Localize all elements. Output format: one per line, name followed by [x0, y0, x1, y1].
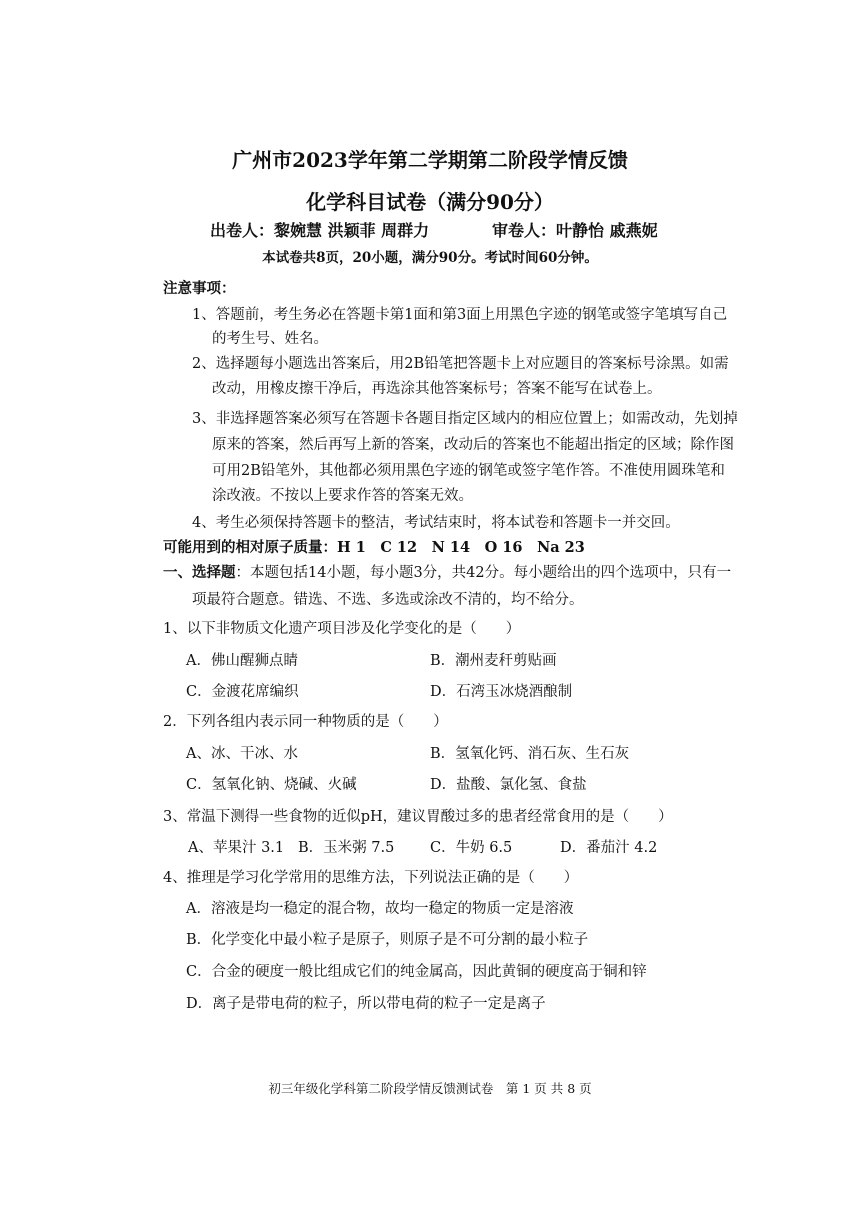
exam-info: 本试卷共8页，20小题，满分90分。考试时间60分钟。	[262, 250, 598, 266]
question-3-stem: 3、常温下测得一些食物的近似pH，建议胃酸过多的患者经常食用的是（ ）	[163, 809, 673, 825]
notice-item-1-line-2: 的考生号、姓名。	[212, 331, 328, 347]
section-intro-line-1	[163, 561, 731, 582]
atomic-mass-line: 可能用到的相对原子质量：H 1 C 12 N 14 O 16 Na 23	[163, 539, 585, 556]
question-3-option-a: A、苹果汁 3.1	[188, 840, 285, 856]
notice-item-1-line-1: 1、答题前，考生务必在答题卡第1面和第3面上用黑色字迹的钢笔或签字笔填写自己	[192, 307, 728, 323]
notice-item-3-line-2: 原来的答案，然后再写上新的答案，改动后的答案也不能超出指定的区域；除作图	[212, 437, 734, 453]
question-2-option-c: C．氢氧化钠、烧碱、火碱	[186, 777, 357, 793]
question-1-option-b: B．潮州麦秆剪贴画	[430, 653, 557, 669]
page-footer: 初三年级化学科第二阶段学情反馈测试卷 第 1 页 共 8 页	[268, 1081, 592, 1096]
question-1-option-a: A．佛山醒狮点睛	[186, 653, 298, 669]
notice-item-2-line-1: 2、选择题每小题选出答案后，用2B铅笔把答题卡上对应题目的答案标号涂黑。如需	[192, 356, 729, 372]
question-4-stem: 4、推理是学习化学常用的思维方法，下列说法正确的是（ ）	[163, 870, 579, 886]
question-2-stem: 2．下列各组内表示同一种物质的是（ ）	[163, 714, 448, 730]
question-4-option-b: B．化学变化中最小粒子是原子，则原子是不可分割的最小粒子	[186, 932, 589, 948]
notice-item-4-line-1: 4、考生必须保持答题卡的整洁，考试结束时，将本试卷和答题卡一并交回。	[192, 515, 680, 531]
question-4-option-d: D．离子是带电荷的粒子，所以带电荷的粒子一定是离子	[186, 996, 546, 1012]
question-4-option-a: A．溶液是均一稳定的混合物，故均一稳定的物质一定是溶液	[186, 901, 574, 917]
notice-item-3-line-1: 3、非选择题答案必须写在答题卡各题目指定区域内的相应位置上；如需改动，先划掉	[192, 411, 738, 427]
question-1-stem: 1、以下非物质文化遗产项目涉及化学变化的是（ ）	[163, 621, 521, 637]
question-3-option-d: D．番茄汁 4.2	[560, 840, 658, 856]
notice-item-3-line-4: 涂改液。不按以上要求作答的答案无效。	[212, 488, 473, 504]
section-intro-line-2: 项最符合题意。错选、不选、多选或涂改不清的，均不给分。	[192, 592, 584, 608]
question-1-option-d: D．石湾玉冰烧酒酿制	[430, 684, 573, 700]
question-2-option-a: A、冰、干冰、水	[186, 746, 298, 762]
notice-heading: 注意事项：	[163, 280, 236, 297]
exam-reviewers: 审卷人：叶静怡 戚燕妮	[492, 221, 658, 240]
exam-subtitle: 化学科目试卷（满分90分）	[306, 190, 554, 214]
notice-item-2-line-2: 改动，用橡皮擦干净后，再选涂其他答案标号；答案不能写在试卷上。	[212, 381, 662, 397]
question-3-option-c: C．牛奶 6.5	[430, 840, 513, 856]
question-2-option-b: B．氢氧化钙、消石灰、生石灰	[430, 746, 630, 762]
exam-setters: 出卷人：黎婉慧 洪颖菲 周群力	[210, 221, 430, 240]
question-1-option-c: C．金渡花席编织	[186, 684, 299, 700]
section-label: 一、选择题	[163, 564, 236, 581]
notice-item-3-line-3: 可用2B铅笔外，其他都必须用黑色字迹的钢笔或签字笔作答。不准使用圆珠笔和	[212, 463, 725, 479]
exam-title: 广州市2023学年第二学期第二阶段学情反馈	[232, 148, 628, 172]
section-intro-text: ：本题包括14小题，每小题3分，共42分。每小题给出的四个选项中，只有一	[235, 565, 732, 581]
question-3-option-b: B．玉米粥 7.5	[298, 840, 395, 856]
question-4-option-c: C．合金的硬度一般比组成它们的纯金属高，因此黄铜的硬度高于铜和锌	[186, 964, 647, 980]
question-2-option-d: D．盐酸、氯化氢、食盐	[430, 777, 587, 793]
